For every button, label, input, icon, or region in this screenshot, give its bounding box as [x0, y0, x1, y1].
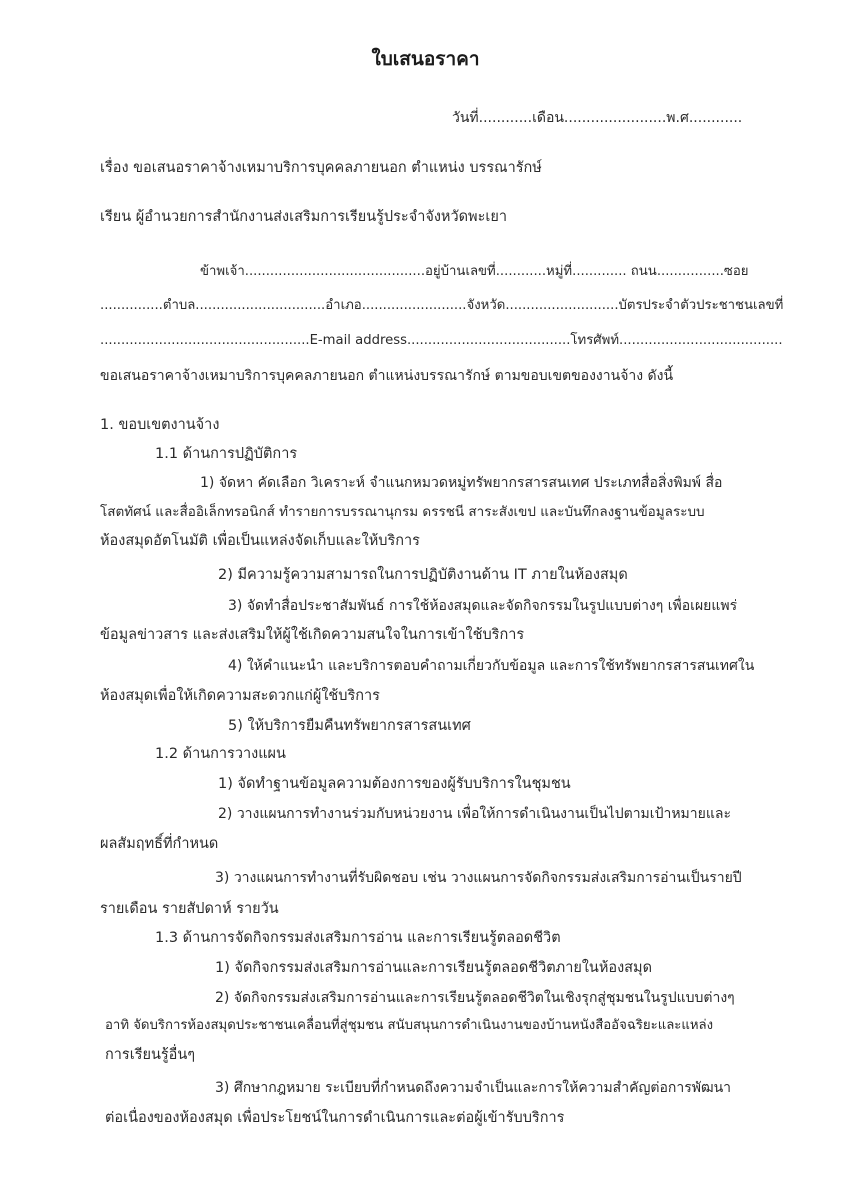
list-item: 1) จัดทำฐานข้อมูลความต้องการของผู้รับบริการในชุมชน	[218, 776, 571, 792]
list-item: 1) จัดหา คัดเลือก วิเคราะห์ จำแนกหมวดหมู่ทรัพยากรสารสนเทศ ประเภทสื่อสิ่งพิมพ์ สื่อ	[200, 475, 723, 491]
section-1-3-heading: 1.3 ด้านการจัดกิจกรรมส่งเสริมการอ่าน และการเรียนรู้ตลอดชีวิต	[155, 930, 561, 946]
list-item-continued: ห้องสมุดอัตโนมัติ เพื่อเป็นแหล่งจัดเก็บและให้บริการ	[100, 533, 420, 549]
list-item: 4) ให้คำแนะนำ และบริการตอบคำถามเกี่ยวกับข้อมูล และการใช้ทรัพยากรสารสนเทศใน	[228, 658, 755, 674]
list-item: 3) วางแผนการทำงานที่รับผิดชอบ เช่น วางแผนการจัดกิจกรรมส่งเสริมการอ่านเป็นรายปี	[215, 870, 742, 886]
recipient-line: เรียน ผู้อำนวยการสำนักงานส่งเสริมการเรียนรู้ประจำจังหวัดพะเยา	[100, 209, 507, 225]
list-item-continued: รายเดือน รายสัปดาห์ รายวัน	[100, 901, 279, 917]
date-line: วันที่............เดือน.......................พ.ศ............	[452, 110, 743, 126]
list-item-continued: ต่อเนื่องของห้องสมุด เพื่อประโยชน์ในการดำเนินการและต่อผู้เข้ารับบริการ	[105, 1110, 565, 1126]
list-item-continued: ห้องสมุดเพื่อให้เกิดความสะดวกแก่ผู้ใช้บริการ	[100, 688, 380, 704]
form-line-1: ข้าพเจ้า...........................................อยู่บ้านเลขที่............หมู่ที่............. ถนน................ซอย	[200, 264, 749, 279]
subject-line: เรื่อง ขอเสนอราคาจ้างเหมาบริการบุคคลภายนอก ตำแหน่ง บรรณารักษ์	[100, 160, 542, 176]
list-item: 5) ให้บริการยืมคืนทรัพยากรสารสนเทศ	[228, 718, 471, 734]
list-item-continued: ผลสัมฤทธิ์ที่กำหนด	[100, 836, 219, 852]
offer-line: ขอเสนอราคาจ้างเหมาบริการบุคคลภายนอก ตำแหน่งบรรณารักษ์ ตามขอบเขตของงานจ้าง ดังนี้	[100, 368, 674, 384]
section-1-1-heading: 1.1 ด้านการปฏิบัติการ	[155, 446, 298, 462]
scope-heading: 1. ขอบเขตงานจ้าง	[100, 417, 220, 433]
list-item: 2) จัดกิจกรรมส่งเสริมการอ่านและการเรียนรู้ตลอดชีวิตในเชิงรุกสู่ชุมชนในรูปแบบต่างๆ	[215, 990, 735, 1006]
list-item-continued: การเรียนรู้อื่นๆ	[105, 1047, 196, 1063]
list-item: 3) จัดทำสื่อประชาสัมพันธ์ การใช้ห้องสมุดและจัดกิจกรรมในรูปแบบต่างๆ เพื่อเผยแพร่	[228, 598, 738, 614]
list-item-continued: อาทิ จัดบริการห้องสมุดประชาชนเคลื่อนที่สู่ชุมชน สนับสนุนการดำเนินงานของบ้านหนังสืออัจฉริยะและแหล่ง	[105, 1018, 714, 1033]
section-1-2-heading: 1.2 ด้านการวางแผน	[155, 746, 286, 762]
document-title: ใบเสนอราคา	[371, 48, 480, 70]
form-line-3: ..................................................E-mail address.......................................โทรศัพท์.......................................	[100, 333, 783, 348]
list-item: 3) ศึกษากฎหมาย ระเบียบที่กำหนดถึงความจำเป็นและการให้ความสำคัญต่อการพัฒนา	[215, 1080, 732, 1096]
list-item-continued: โสตทัศน์ และสื่ออิเล็กทรอนิกส์ ทำรายการบรรณานุกรม ดรรชนี สาระสังเขป และบันทึกลงฐานข้อมูลระบบ	[100, 504, 705, 520]
list-item: 2) วางแผนการทำงานร่วมกับหน่วยงาน เพื่อให้การดำเนินงานเป็นไปตามเป้าหมายและ	[218, 806, 731, 822]
list-item: 2) มีความรู้ความสามารถในการปฏิบัติงานด้าน IT ภายในห้องสมุด	[218, 567, 628, 583]
list-item-continued: ข้อมูลข่าวสาร และส่งเสริมให้ผู้ใช้เกิดความสนใจในการเข้าใช้บริการ	[100, 627, 525, 643]
list-item: 1) จัดกิจกรรมส่งเสริมการอ่านและการเรียนรู้ตลอดชีวิตภายในห้องสมุด	[215, 960, 653, 976]
form-line-2: ...............ตำบล...............................อำเภอ.........................จังหวัด...........................บัตรประจำตัวประชาชนเลขที่	[100, 298, 784, 313]
